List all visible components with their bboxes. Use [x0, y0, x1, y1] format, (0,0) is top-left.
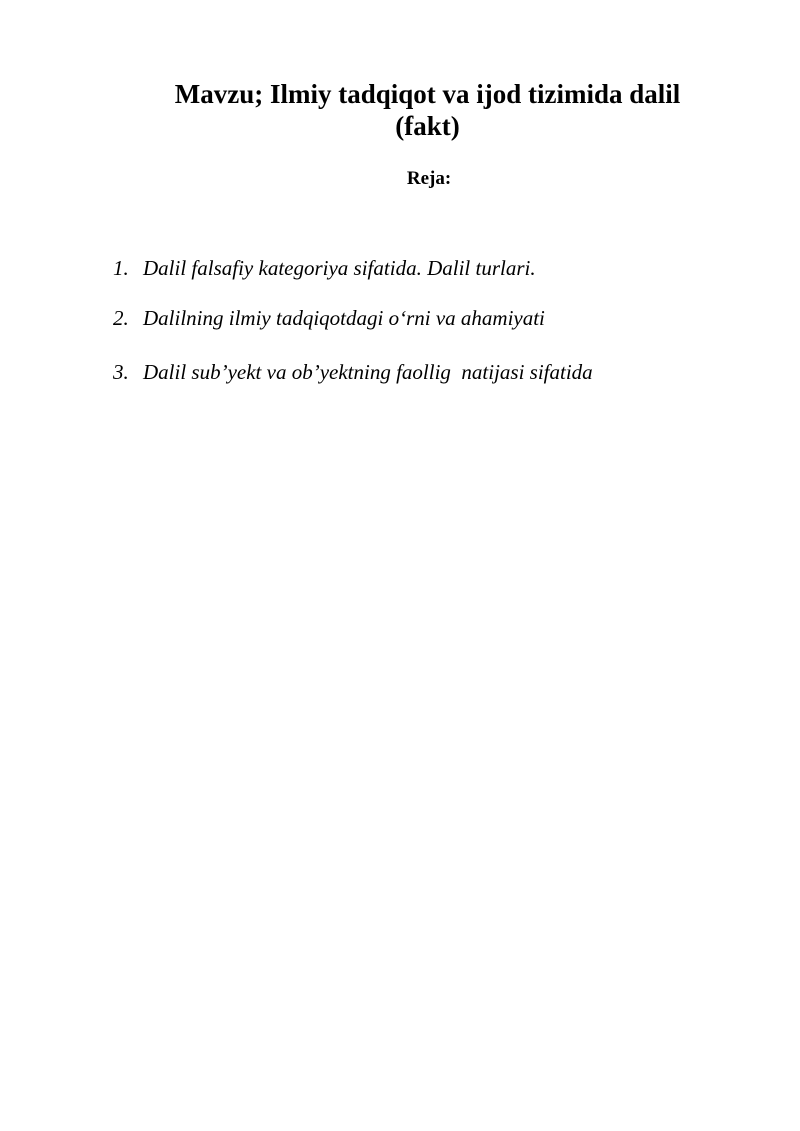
plan-item-text: Dalil sub’yekt va ob’yektning faollig natijasi sifatida: [143, 360, 593, 384]
document-title: Mavzu; Ilmiy tadqiqot va ijod tizimida dalil (fakt): [174, 79, 681, 141]
plan-item-number: 3.: [113, 360, 129, 384]
plan-item-1: [113, 255, 733, 281]
plan-item-text: Dalil falsafiy kategoriya sifatida. Dalil turlari.: [143, 256, 536, 280]
plan-item-number: 1.: [113, 256, 129, 280]
plan-item-2: [113, 305, 733, 331]
plan-item-number: 2.: [113, 306, 129, 330]
plan-item-text: Dalilning ilmiy tadqiqotdagi o‘rni va ahamiyati: [143, 306, 545, 330]
plan-heading: Reja:: [406, 168, 452, 189]
plan-item-3: [113, 359, 733, 385]
